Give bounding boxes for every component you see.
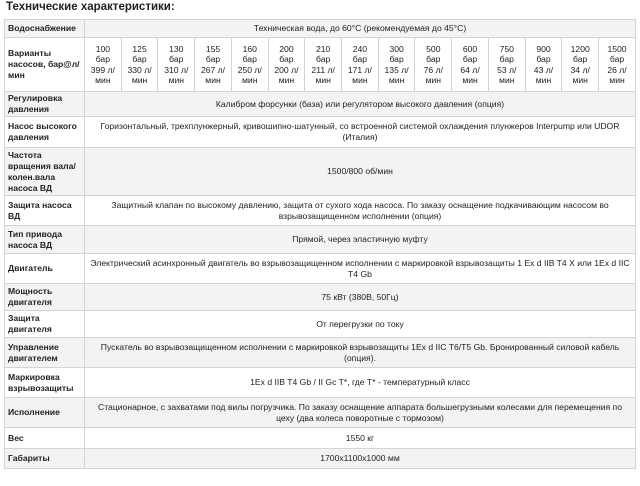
- pump-pressure: 125 бар: [132, 43, 147, 64]
- table-row: [5, 196, 636, 226]
- pump-cell: [158, 38, 195, 92]
- row-label: Регулировка давления: [5, 92, 85, 117]
- pump-flow: 34 л/мин: [570, 64, 590, 85]
- pump-flow: 26 л/мин: [607, 64, 627, 85]
- pump-pressure: 160 бар: [242, 43, 257, 64]
- pump-flow: 43 л/мин: [533, 64, 554, 85]
- table-row: [5, 311, 636, 338]
- pump-cell: [121, 38, 158, 92]
- row-label: Двигатель: [5, 254, 85, 284]
- table-row: [5, 20, 636, 38]
- table-row: [5, 398, 636, 428]
- row-label: Исполнение: [5, 398, 85, 428]
- pump-pressure: 130 бар: [169, 43, 184, 64]
- pump-pressure: 210 бар: [316, 43, 331, 64]
- pump-cell: [525, 38, 562, 92]
- pump-pressure: 1500 бар: [607, 43, 627, 64]
- table-row: [5, 148, 636, 196]
- pump-flow: 310 л/мин: [164, 64, 189, 85]
- row-value: Техническая вода, до 60°C (рекомендуемая до 45°C): [85, 20, 636, 38]
- row-label: Тип привода насоса ВД: [5, 226, 85, 254]
- table-row: [5, 117, 636, 148]
- pump-flow: 64 л/мин: [460, 64, 480, 85]
- row-value: Пускатель во взрывозащищенном исполнении с маркировкой взрывозащиты 1Ex d IIC T6/T5 Gb. Бронированный силовой кабель (опция).: [85, 338, 636, 368]
- pump-cell: [342, 38, 379, 92]
- pump-pressure: 500 бар: [426, 43, 441, 64]
- pump-cell: [599, 38, 636, 92]
- table-row: [5, 226, 636, 254]
- pump-cell: [452, 38, 489, 92]
- row-label: Защита насоса ВД: [5, 196, 85, 226]
- pump-flow: 53 л/мин: [497, 64, 517, 85]
- row-label: Управление двигателем: [5, 338, 85, 368]
- row-label: Частота вращения вала/колен.вала насоса ВД: [5, 148, 85, 196]
- table-row: [5, 284, 636, 311]
- row-label: Габариты: [5, 449, 85, 469]
- table-row: [5, 254, 636, 284]
- row-label: Вес: [5, 428, 85, 449]
- table-row: [5, 368, 636, 398]
- pump-cell: [231, 38, 268, 92]
- specs-table: [4, 19, 636, 469]
- table-row: [5, 428, 636, 449]
- pump-cell: [562, 38, 599, 92]
- pump-cell: [488, 38, 525, 92]
- pump-cell: [268, 38, 305, 92]
- pump-cell: [195, 38, 232, 92]
- row-label: Варианты насосов, бар@л/мин: [5, 38, 85, 92]
- pump-flow: 200 л/мин: [274, 64, 299, 85]
- pump-flow: 250 л/мин: [237, 64, 262, 85]
- pump-cell: [305, 38, 342, 92]
- row-value: Калибром форсунки (база) или регулятором высокого давления (опция): [85, 92, 636, 117]
- pump-flow: 399 л/мин: [90, 64, 115, 85]
- pump-flow: 135 л/мин: [384, 64, 409, 85]
- page-heading: Технические характеристики:: [6, 1, 175, 13]
- pump-flow: 267 л/мин: [200, 64, 226, 85]
- pump-flow: 211 л/мин: [311, 64, 335, 85]
- table-row: [5, 338, 636, 368]
- row-value: 1700х1100х1000 мм: [85, 449, 636, 469]
- table-row: [5, 92, 636, 117]
- row-value: 75 кВт (380В, 50Гц): [85, 284, 636, 311]
- pump-pressure: 155 бар: [205, 43, 221, 64]
- pump-cell: [378, 38, 415, 92]
- pump-flow: 171 л/мин: [347, 64, 372, 85]
- pump-cell: [415, 38, 452, 92]
- row-value: Горизонтальный, трехплунжерный, кривошипно-шатунный, со встроенной системой охлаждения плунжеров Interpump или UDOR (Италия): [85, 117, 636, 148]
- row-label: Насос высокого давления: [5, 117, 85, 148]
- pump-cell: [85, 38, 122, 92]
- row-value: Стационарное, с захватами под вилы погрузчика. По заказу оснащение аппарата большегрузными колесами для перемещения по цеху (два колеса поворотные с тормозом): [85, 398, 636, 428]
- pump-flow: 330 л/мин: [127, 64, 152, 85]
- row-label: Мощность двигателя: [5, 284, 85, 311]
- row-value: Прямой, через эластичную муфту: [85, 226, 636, 254]
- row-value: 1500/800 об/мин: [85, 148, 636, 196]
- pump-flow: 76 л/мин: [423, 64, 443, 85]
- row-value: Защитный клапан по высокому давлению, защита от сухого хода насоса. По заказу оснащение подкачивающим насосом во взрывозащищенном исполнении (опция): [85, 196, 636, 226]
- pump-pressure: 200 бар: [279, 43, 294, 64]
- pump-pressure: 240 бар: [352, 43, 368, 64]
- row-label: Маркировка взрывозащиты: [5, 368, 85, 398]
- row-value: 1550 кг: [85, 428, 636, 449]
- table-row-pumps: [5, 38, 636, 92]
- row-value: Электрический асинхронный двигатель во взрывозащищенном исполнении с маркировкой взрывозащиты 1 Ex d IIB T4 X или 1Ex d IIC T4 Gb: [85, 254, 636, 284]
- pump-pressure: 100 бар: [95, 43, 111, 64]
- row-label: Защита двигателя: [5, 311, 85, 338]
- pump-pressure: 900 бар: [536, 43, 551, 64]
- pump-pressure: 600 бар: [462, 43, 478, 64]
- pump-pressure: 1200 бар: [570, 43, 590, 64]
- table-row: [5, 449, 636, 469]
- pump-pressure: 750 бар: [499, 43, 514, 64]
- row-value: 1Ex d IIB T4 Gb / II Gc T*, где T* - температурный класс: [85, 368, 636, 398]
- pump-pressure: 300 бар: [389, 43, 404, 64]
- row-label: Водоснабжение: [5, 20, 85, 38]
- row-value: От перегрузки по току: [85, 311, 636, 338]
